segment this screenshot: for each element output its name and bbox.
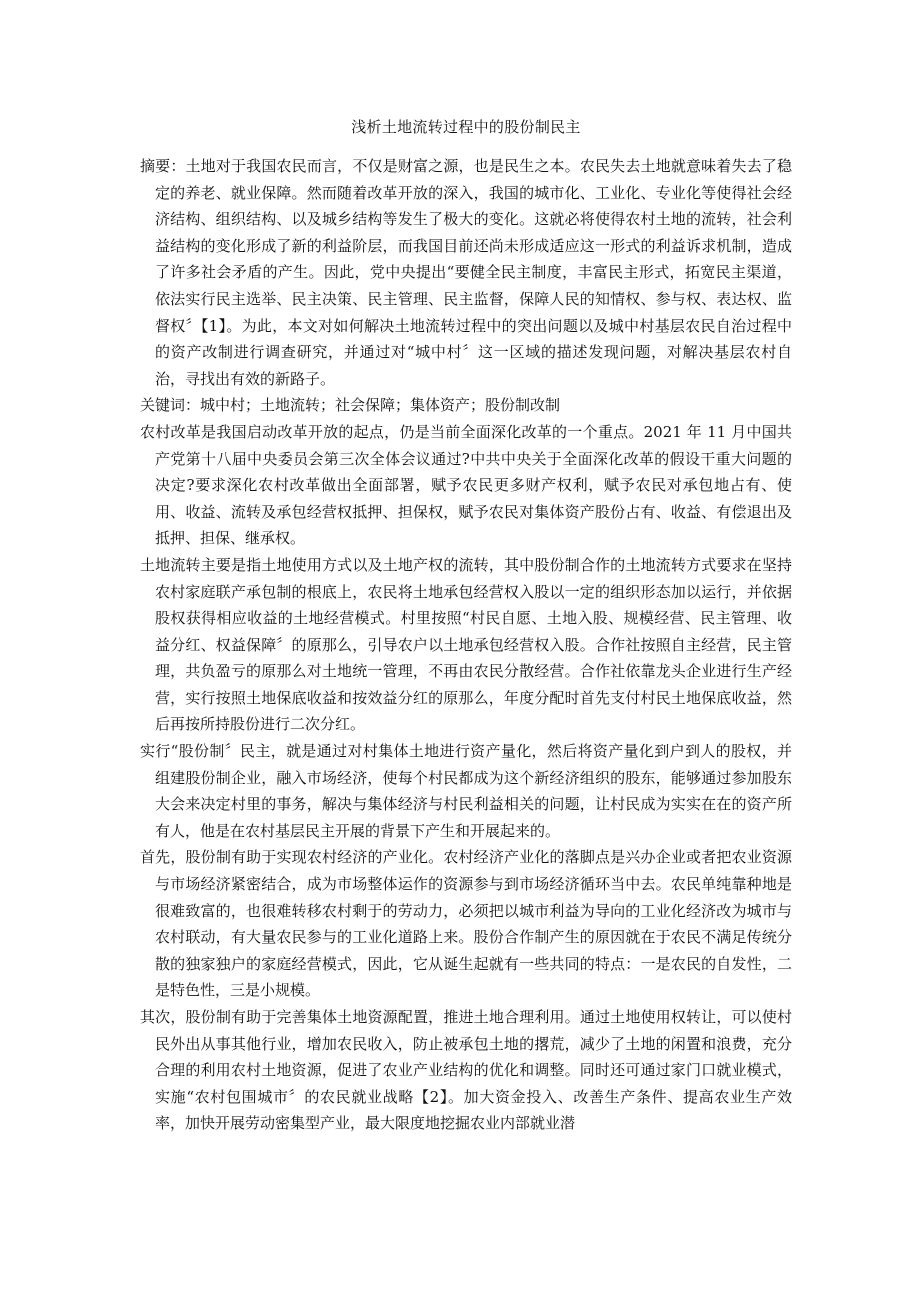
body-paragraph: 实行“股份制〞民主，就是通过对村集体土地进行资产量化，然后将资产量化到户到人的股权，并组建股份制企业，融入市场经济，使每个村民都成为这个新经济组织的股东，能够通过参加股东大会来决定村里的事务，解决与集体经济与村民利益相关的问题，让村民成为实实在在的资产所有人，他是在农村基层民主开展的背景下产生和开展起来的。 (140, 742, 792, 840)
body-paragraph: 首先，股份制有助于实现农村经济的产业化。农村经济产业化的落脚点是兴办企业或者把农业资源与市场经济紧密结合，成为市场整体运作的资源参与到市场经济循环当中去。农民单纯靠种地是很难致富的，也很难转移农村剩于的劳动力，必须把以城市利益为导向的工业化经济改为城市与农村联动，有大量农民参与的工业化道路上来。股份合作制产生的原因就在于农民不满足传统分散的独家独户的家庭经营模式，因此，它从诞生起就有一些共同的特点：一是农民的自发性，二是特色性，三是小规模。 (140, 848, 792, 1000)
body-paragraph: 其次，股份制有助于完善集体土地资源配置，推进土地合理利用。通过土地使用权转让，可以使村民外出从事其他行业，增加农民收入，防止被承包土地的撂荒，减少了土地的闲置和浪费，充分合理的利用农村土地资源，促进了农业产业结构的优化和调整。同时还可通过家门口就业模式，实施“农村包围城市〞的农民就业战略【2】。加大资金投入、改善生产条件、提高农业生产效率，加快开展劳动密集型产业，最大限度地挖掘农业内部就业潜 (140, 1008, 792, 1133)
abstract-paragraph: 摘要：土地对于我国农民而言，不仅是财富之源，也是民生之本。农民失去土地就意味着失去了稳定的养老、就业保障。然而随着改革开放的深入，我国的城市化、工业化、专业化等使得社会经济结构、组织结构、以及城乡结构等发生了极大的变化。这就必将使得农村土地的流转，社会利益结构的变化形成了新的利益阶层，而我国目前还尚未形成适应这一形式的利益诉求机制，造成了许多社会矛盾的产生。因此，党中央提出“要健全民主制度，丰富民主形式，拓宽民主渠道，依法实行民主选举、民主决策、民主管理、民主监督，保障人民的知情权、参与权、表达权、监督权〞【1】。为此，本文对如何解决土地流转过程中的突出问题以及城中村基层农民自治过程中的资产改制进行调查研究，并通过对“城中村〞这一区域的描述发现问题，对解决基层农村自治，寻找出有效的新路子。 (140, 157, 792, 388)
body-paragraph: 土地流转主要是指土地使用方式以及土地产权的流转，其中股份制合作的土地流转方式要求在坚持农村家庭联产承包制的根底上，农民将土地承包经营权入股以一定的组织形态加以运行，并依据股权获得相应收益的土地经营模式。村里按照“村民自愿、土地入股、规模经营、民主管理、收益分红、权益保障〞的原那么，引导农户以土地承包经营权入股。合作社按照自主经营，民主管理，共负盈亏的原那么对土地统一管理，不再由农民分散经营。合作社依靠龙头企业进行生产经营，实行按照土地保底收益和按效益分红的原那么，年度分配时首先支付村民土地保底收益，然后再按所持股份进行二次分红。 (140, 555, 792, 734)
document-title: 浅析土地流转过程中的股份制民主 (351, 118, 581, 136)
body-paragraph: 农村改革是我国启动改革开放的起点，仍是当前全面深化改革的一个重点。2021 年 11 月中国共产党第十八届中央委员会第三次全体会议通过?中共中央关于全面深化改革的假设干重大问题的决定?要求深化农村改革做出全面部署，赋予农民更多财产权利，赋予农民对承包地占有、使用、收益、流转及承包经营权抵押、担保权，赋予农民对集体资产股份占有、收益、有偿退出及抵押、担保、继承权。 (140, 422, 792, 548)
document-page (140, 115, 792, 1137)
keywords-line: 关键词：城中村；土地流转；社会保障；集体资产；股份制改制 (140, 396, 561, 415)
